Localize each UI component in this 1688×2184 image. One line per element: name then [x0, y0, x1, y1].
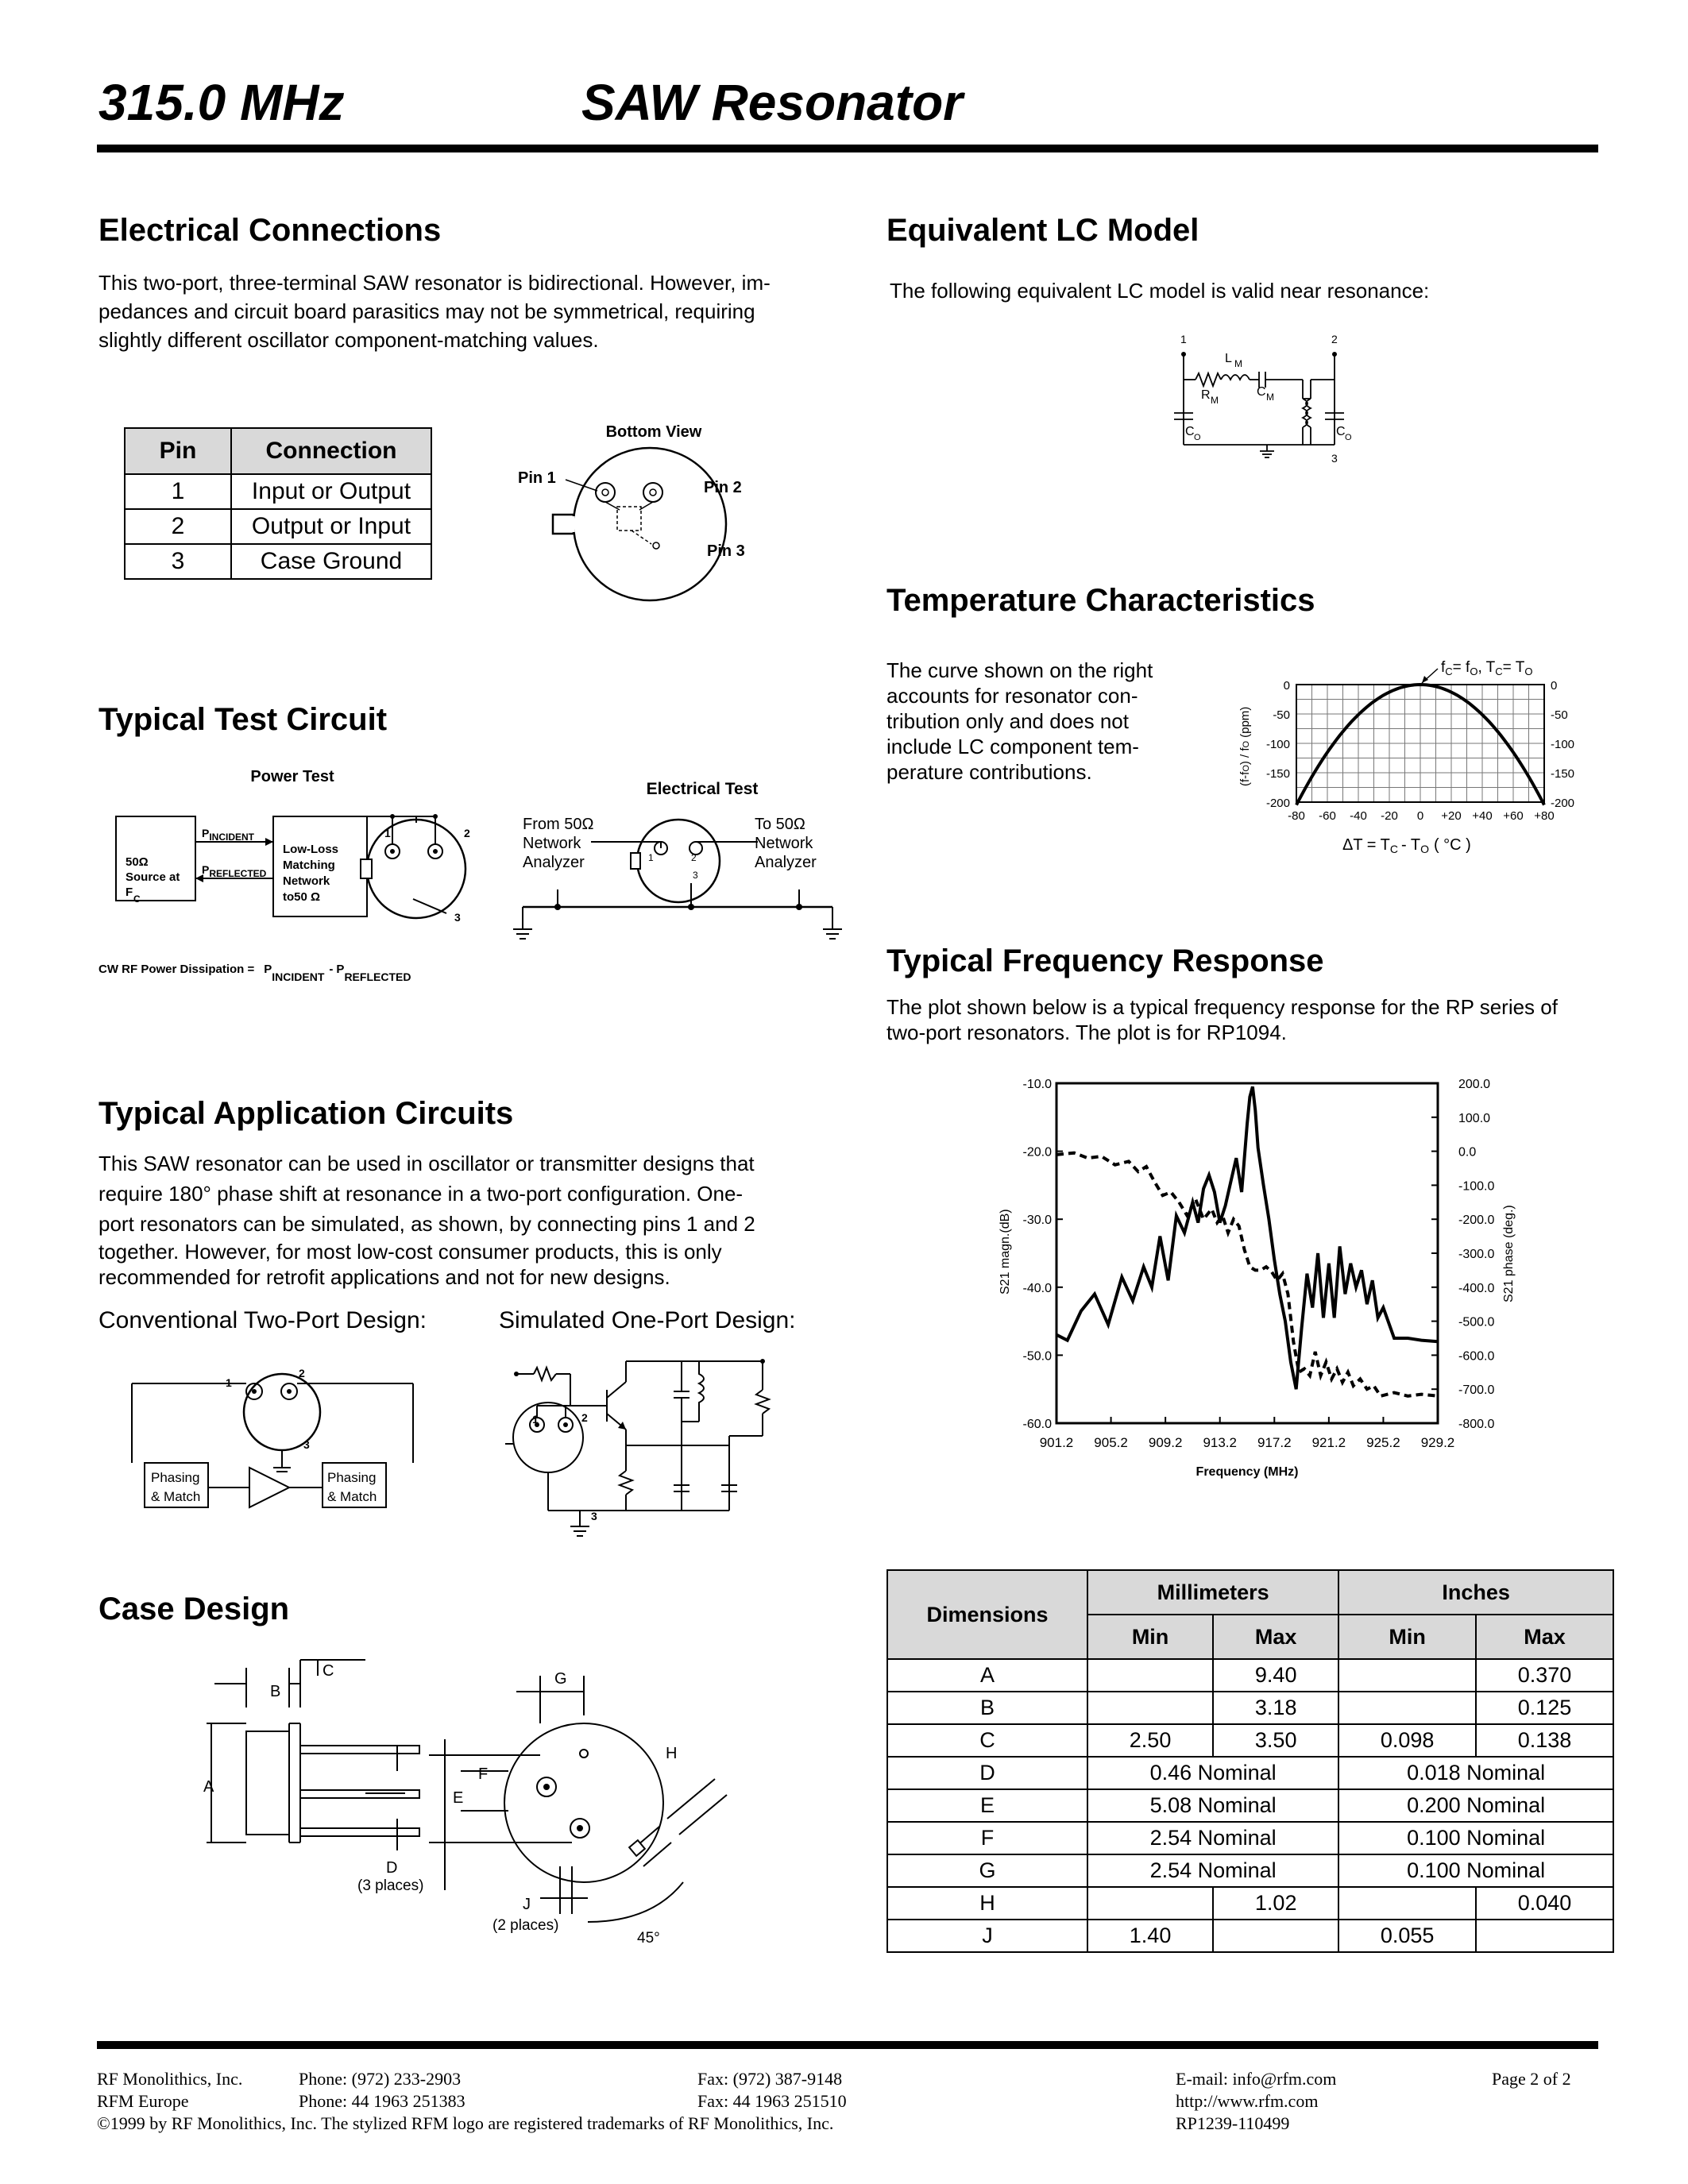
- annotation-sub: C: [1495, 666, 1503, 677]
- y-tick-label: -200: [1265, 797, 1290, 810]
- svg-text:1: 1: [532, 1413, 539, 1426]
- footer-email[interactable]: E-mail: info@rfm.com: [1176, 2069, 1337, 2089]
- x-tick-label: -20: [1381, 809, 1398, 823]
- conventional-design-label: Conventional Two-Port Design:: [98, 1307, 427, 1333]
- temperature-text: [886, 658, 1153, 785]
- lc-label-m: M: [1266, 392, 1274, 403]
- x-tick-label: 921.2: [1311, 1435, 1346, 1450]
- dimension-cell: [1087, 1887, 1213, 1920]
- y-tick-label-right: -50: [1551, 708, 1568, 722]
- svg-text:Low-Loss: Low-Loss: [283, 843, 338, 856]
- svg-text:PINCIDENT: PINCIDENT: [202, 827, 255, 843]
- pin-header: Pin: [125, 428, 231, 474]
- y-tick-label-right: -300.0: [1458, 1248, 1495, 1261]
- y-tick-label-right: -150: [1551, 767, 1575, 781]
- temperature-heading: Temperature Characteristics: [886, 583, 1315, 618]
- x-tick-label: 901.2: [1039, 1435, 1074, 1450]
- footer-copyright: ©1999 by RF Monolithics, Inc. The stylized RFM logo are registered trademarks of RF Monolithics, Inc.: [97, 2113, 834, 2133]
- svg-text:B: B: [270, 1683, 281, 1700]
- text-line: accounts for resonator con-: [886, 684, 1138, 708]
- lc-label-o: O: [1345, 433, 1352, 442]
- dimension-cell: G: [887, 1854, 1087, 1887]
- lc-label-l: L: [1225, 352, 1232, 365]
- footer-page: Page 2 of 2: [1492, 2069, 1571, 2089]
- svg-text:Network: Network: [283, 874, 330, 888]
- lc-label-c: C: [1257, 385, 1266, 399]
- text-line: tribution only and does not: [886, 709, 1129, 733]
- footer-url[interactable]: http://www.rfm.com: [1176, 2091, 1319, 2111]
- electrical-connections-text: [98, 268, 845, 354]
- equivalent-lc-text: The following equivalent LC model is valid near resonance:: [890, 279, 1430, 303]
- lc-label-m: M: [1234, 358, 1242, 369]
- dimensions-header: Dimensions: [887, 1570, 1087, 1659]
- annotation-f: f: [1441, 659, 1446, 676]
- pin2-label: Pin 2: [704, 479, 742, 496]
- dimension-cell: 2.50: [1087, 1724, 1213, 1757]
- lc-label-c: C: [1336, 425, 1346, 438]
- magnitude-series-line: [1056, 1086, 1438, 1389]
- bottom-view-diagram: [508, 413, 802, 612]
- dimension-cell: 0.138: [1476, 1724, 1613, 1757]
- x-tick-label: +20: [1441, 809, 1462, 823]
- table-row: [125, 544, 431, 579]
- x-tick-label: 913.2: [1203, 1435, 1237, 1450]
- svg-text:3: 3: [303, 1438, 310, 1451]
- svg-text:From 50Ω: From 50Ω: [523, 816, 594, 833]
- text-line: include LC component tem-: [886, 735, 1139, 758]
- dimension-cell: 2.54 Nominal: [1087, 1822, 1338, 1854]
- svg-text:Source at: Source at: [126, 870, 180, 884]
- lc-label-r: R: [1201, 388, 1211, 402]
- dimension-cell: 3.18: [1213, 1692, 1338, 1724]
- pin2-circle: [643, 483, 662, 502]
- dimension-cell: 0.125: [1476, 1692, 1613, 1724]
- dimension-cell: A: [887, 1659, 1087, 1692]
- svg-text:2: 2: [691, 852, 697, 863]
- svg-text:(2 places): (2 places): [492, 1917, 559, 1934]
- dimension-cell: 0.040: [1476, 1887, 1613, 1920]
- svg-text:Network: Network: [755, 835, 813, 852]
- mm-min-header: Min: [1087, 1615, 1213, 1659]
- dimension-cell: 1.40: [1087, 1920, 1213, 1952]
- annotation-eq: = T: [1502, 659, 1525, 676]
- dimension-cell: 0.055: [1338, 1920, 1476, 1952]
- table-row: [887, 1757, 1613, 1789]
- dimensions-table: [886, 1569, 1614, 1953]
- table-row: [887, 1659, 1613, 1692]
- x-tick-label: +80: [1534, 809, 1555, 823]
- one-port-circuit: [500, 1342, 802, 1557]
- svg-text:A: A: [203, 1778, 214, 1796]
- header-left: 315.0 MHz: [98, 74, 345, 131]
- text-line: The curve shown on the right: [886, 658, 1153, 682]
- y-tick-label-right: -600.0: [1458, 1349, 1495, 1364]
- svg-text:Analyzer: Analyzer: [755, 854, 817, 871]
- annotation-t: , T: [1477, 659, 1496, 676]
- text-line: require 180° phase shift at resonance in a two-port configuration. One-: [98, 1182, 744, 1206]
- lc-label-o: O: [1194, 433, 1201, 442]
- in-max-header: Max: [1476, 1615, 1613, 1659]
- dimension-cell: [1087, 1692, 1213, 1724]
- equivalent-lc-heading: Equivalent LC Model: [886, 213, 1199, 248]
- pin1-circle: [596, 483, 615, 502]
- x-tick-label: 909.2: [1148, 1435, 1183, 1450]
- svg-text:Network: Network: [523, 835, 581, 852]
- power-test-title: Power Test: [250, 768, 334, 785]
- dissipation-label: CW RF Power Dissipation = PINCIDENT- PREFLECTED: [98, 963, 411, 983]
- table-row: [887, 1822, 1613, 1854]
- dimension-cell: 0.46 Nominal: [1087, 1757, 1338, 1789]
- text-line: This SAW resonator can be used in oscillator or transmitter designs that: [98, 1152, 755, 1175]
- y-tick-label-right: 0.0: [1458, 1145, 1477, 1160]
- svg-text:& Match: & Match: [327, 1489, 377, 1504]
- svg-text:E: E: [453, 1789, 464, 1807]
- annotation-sub: C: [1445, 666, 1453, 677]
- header-rule: [97, 145, 1598, 152]
- dimension-cell: 0.100 Nominal: [1338, 1822, 1613, 1854]
- table-row: [887, 1854, 1613, 1887]
- svg-text:C: C: [323, 1662, 334, 1680]
- annotation-sub: O: [1524, 666, 1533, 677]
- y-tick-label: 0: [1283, 679, 1290, 693]
- svg-text:To 50Ω: To 50Ω: [755, 816, 805, 833]
- electrical-test-diagram: [512, 770, 845, 961]
- text-line: The plot shown below is a typical frequency response for the RP series of: [886, 995, 1558, 1019]
- y-tick-label-right: 200.0: [1458, 1078, 1491, 1091]
- y-tick-label: -50.0: [1022, 1349, 1052, 1364]
- footer-fax-eu: Fax: 44 1963 251510: [697, 2091, 847, 2111]
- annotation-eq: = f: [1452, 659, 1470, 676]
- pin3-circle: [653, 542, 659, 549]
- y-tick-label-right: -400.0: [1458, 1281, 1495, 1295]
- case-tab: [553, 515, 574, 534]
- svg-text:G: G: [554, 1670, 567, 1688]
- case-outline: [574, 448, 726, 600]
- lc-node1: 1: [1180, 333, 1187, 345]
- pin-cell: 2: [125, 509, 231, 544]
- dimension-cell: E: [887, 1789, 1087, 1822]
- x-tick-label: 0: [1416, 809, 1424, 823]
- table-row: [887, 1887, 1613, 1920]
- lc-label-c: C: [1185, 425, 1195, 438]
- svg-text:& Match: & Match: [151, 1489, 201, 1504]
- svg-text:(3 places): (3 places): [357, 1877, 424, 1894]
- temperature-chart: [1231, 651, 1605, 866]
- svg-text:2: 2: [464, 827, 470, 839]
- text-line: port resonators can be simulated, as shown, by connecting pins 1 and 2: [98, 1212, 755, 1236]
- text-line: two-port resonators. The plot is for RP1094.: [886, 1021, 1287, 1044]
- x-tick-label: 905.2: [1094, 1435, 1128, 1450]
- y-tick-label-right: -700.0: [1458, 1383, 1495, 1398]
- temperature-y-axis-label: (f-fO) / fO(ppm): [1238, 706, 1252, 786]
- dimension-cell: 0.200 Nominal: [1338, 1789, 1613, 1822]
- frequency-y-axis-right-label: S21 phase (deg.): [1502, 1205, 1516, 1302]
- y-tick-label: -50: [1273, 708, 1290, 722]
- y-tick-label: -30.0: [1022, 1214, 1052, 1228]
- dimension-cell: 0.100 Nominal: [1338, 1854, 1613, 1887]
- y-tick-label-right: -200: [1551, 797, 1575, 810]
- dimension-cell: [1338, 1659, 1476, 1692]
- dimension-cell: H: [887, 1887, 1087, 1920]
- svg-text:Phasing: Phasing: [327, 1470, 377, 1485]
- lc-node2: 2: [1331, 333, 1338, 345]
- x-tick-label: +60: [1503, 809, 1524, 823]
- footer-company: RF Monolithics, Inc.: [97, 2069, 243, 2089]
- y-tick-label: -40.0: [1022, 1281, 1052, 1295]
- dimension-cell: 3.50: [1213, 1724, 1338, 1757]
- pin-table: [124, 427, 432, 580]
- dimension-cell: 5.08 Nominal: [1087, 1789, 1338, 1822]
- lc-model-diagram: [1168, 326, 1374, 469]
- frequency-response-heading: Typical Frequency Response: [886, 943, 1324, 978]
- case-design-heading: Case Design: [98, 1592, 290, 1626]
- svg-text:1: 1: [648, 852, 654, 863]
- footer-rule: [97, 2041, 1598, 2049]
- table-row: [125, 474, 431, 509]
- dimension-cell: C: [887, 1724, 1087, 1757]
- temperature-x-axis-label: $\Delta T = T_C - T_O$ ( °C ): [1342, 836, 1471, 855]
- bottom-view-title: Bottom View: [605, 423, 702, 441]
- dimension-cell: J: [887, 1920, 1087, 1952]
- dimension-cell: 0.098: [1338, 1724, 1476, 1757]
- application-heading: Typical Application Circuits: [98, 1096, 514, 1131]
- svg-text:3: 3: [454, 911, 461, 924]
- pin-cell: 1: [125, 474, 231, 509]
- x-tick-label: 929.2: [1420, 1435, 1455, 1450]
- millimeters-header: Millimeters: [1087, 1570, 1338, 1615]
- amplifier-symbol: [249, 1468, 289, 1507]
- y-tick-label-right: -100: [1551, 738, 1575, 751]
- svg-text:PREFLECTED: PREFLECTED: [202, 863, 267, 879]
- x-tick-label: +40: [1472, 809, 1493, 823]
- power-test-diagram: [97, 762, 510, 993]
- case-side-view: [183, 1652, 469, 1894]
- svg-text:to50 Ω: to50 Ω: [283, 890, 321, 904]
- frequency-y-axis-label: S21 magn.(dB): [999, 1209, 1012, 1295]
- svg-text:J: J: [523, 1896, 531, 1913]
- svg-text:fC= fO, TC= TO: [1441, 659, 1532, 677]
- x-tick-label: 917.2: [1257, 1435, 1292, 1450]
- electrical-connections-heading: Electrical Connections: [98, 213, 442, 248]
- svg-text:F: F: [126, 886, 133, 899]
- mm-max-header: Max: [1213, 1615, 1338, 1659]
- y-tick-label-right: 100.0: [1458, 1111, 1491, 1125]
- x-tick-label: -60: [1319, 809, 1336, 823]
- header-right: SAW Resonator: [581, 74, 964, 131]
- dimension-cell: 0.018 Nominal: [1338, 1757, 1613, 1789]
- two-port-circuit: [119, 1350, 429, 1525]
- svg-text:45°: 45°: [637, 1930, 660, 1947]
- table-row: [887, 1724, 1613, 1757]
- svg-text:Matching: Matching: [283, 859, 335, 872]
- table-row: [887, 1920, 1613, 1952]
- dimension-cell: 2.54 Nominal: [1087, 1854, 1338, 1887]
- dimension-cell: B: [887, 1692, 1087, 1724]
- phase-series-line: [1056, 1153, 1438, 1396]
- frequency-x-axis-label: Frequency (MHz): [1196, 1465, 1299, 1479]
- frequency-response-text: [886, 994, 1558, 1045]
- in-min-header: Min: [1338, 1615, 1476, 1659]
- text-line: This two-port, three-terminal SAW resonator is bidirectional. However, im-: [98, 271, 771, 295]
- y-tick-label: -20.0: [1022, 1145, 1052, 1160]
- dimension-cell: [1213, 1920, 1338, 1952]
- test-circuit-heading: Typical Test Circuit: [98, 702, 388, 737]
- text-line: pedances and circuit board parasitics may not be symmetrical, requiring: [98, 299, 755, 323]
- lc-label-m: M: [1211, 395, 1219, 406]
- table-row: [887, 1692, 1613, 1724]
- svg-text:F: F: [478, 1765, 489, 1783]
- dimension-cell: [1338, 1887, 1476, 1920]
- resonator-case: [367, 820, 465, 918]
- y-tick-label-right: -100.0: [1458, 1179, 1495, 1194]
- text-line: recommended for retrofit applications and not for new designs.: [98, 1265, 670, 1289]
- x-tick-label: -40: [1350, 809, 1367, 823]
- svg-text:Analyzer: Analyzer: [523, 854, 585, 871]
- footer-doc-number: RP1239-110499: [1176, 2113, 1290, 2133]
- connection-cell: Input or Output: [231, 474, 431, 509]
- pin-cell: 3: [125, 544, 231, 579]
- electrical-test-title: Electrical Test: [646, 780, 759, 798]
- annotation-sub: O: [1470, 666, 1478, 677]
- x-tick-label: 925.2: [1366, 1435, 1400, 1450]
- text-line: together. However, for most low-cost consumer products, this is only: [98, 1240, 722, 1264]
- table-row: [125, 509, 431, 544]
- y-tick-label-right: -500.0: [1458, 1315, 1495, 1329]
- dimension-cell: [1087, 1659, 1213, 1692]
- footer-phone-eu: Phone: 44 1963 251383: [299, 2091, 465, 2111]
- dimension-cell: F: [887, 1822, 1087, 1854]
- svg-text:2: 2: [581, 1411, 588, 1424]
- svg-text:1: 1: [226, 1376, 232, 1389]
- y-tick-label-right: -800.0: [1458, 1418, 1495, 1431]
- dimension-cell: [1476, 1920, 1613, 1952]
- text-line: slightly different oscillator component-matching values.: [98, 328, 599, 352]
- y-tick-label: -100: [1265, 738, 1290, 751]
- text-line: perature contributions.: [886, 760, 1092, 784]
- dimension-cell: D: [887, 1757, 1087, 1789]
- svg-text:3: 3: [591, 1510, 597, 1522]
- svg-text:2: 2: [299, 1367, 305, 1379]
- svg-text:50Ω: 50Ω: [126, 855, 149, 869]
- svg-text:Phasing: Phasing: [151, 1470, 200, 1485]
- svg-text:H: H: [666, 1745, 678, 1762]
- y-tick-label-right: 0: [1551, 679, 1558, 693]
- table-row: [887, 1789, 1613, 1822]
- simulated-design-label: Simulated One-Port Design:: [499, 1307, 796, 1333]
- die-outline: [617, 507, 641, 531]
- dimension-cell: [1338, 1692, 1476, 1724]
- svg-text:D: D: [386, 1859, 398, 1877]
- y-tick-label-right: -200.0: [1458, 1214, 1495, 1228]
- lc-node3: 3: [1331, 452, 1338, 465]
- dimension-cell: 1.02: [1213, 1887, 1338, 1920]
- dimension-cell: 0.370: [1476, 1659, 1613, 1692]
- y-tick-label: -150: [1265, 767, 1290, 781]
- svg-text:3: 3: [693, 870, 698, 881]
- connection-cell: Case Ground: [231, 544, 431, 579]
- footer-phone: Phone: (972) 233-2903: [299, 2069, 462, 2089]
- application-text: [98, 1148, 861, 1290]
- pin3-label: Pin 3: [707, 542, 745, 560]
- svg-text:C: C: [133, 893, 141, 905]
- footer-fax: Fax: (972) 387-9148: [697, 2069, 843, 2089]
- connection-header: Connection: [231, 428, 431, 474]
- svg-text:1: 1: [384, 827, 391, 839]
- frequency-response-chart: [985, 1064, 1557, 1493]
- y-tick-label: -10.0: [1022, 1078, 1052, 1091]
- y-tick-label: -60.0: [1022, 1418, 1052, 1431]
- dimension-cell: 9.40: [1213, 1659, 1338, 1692]
- footer-europe: RFM Europe: [97, 2091, 189, 2111]
- case-top-view: [429, 1660, 747, 1954]
- connection-cell: Output or Input: [231, 509, 431, 544]
- pin1-label: Pin 1: [518, 469, 556, 487]
- inches-header: Inches: [1338, 1570, 1613, 1615]
- x-tick-label: -80: [1288, 809, 1305, 823]
